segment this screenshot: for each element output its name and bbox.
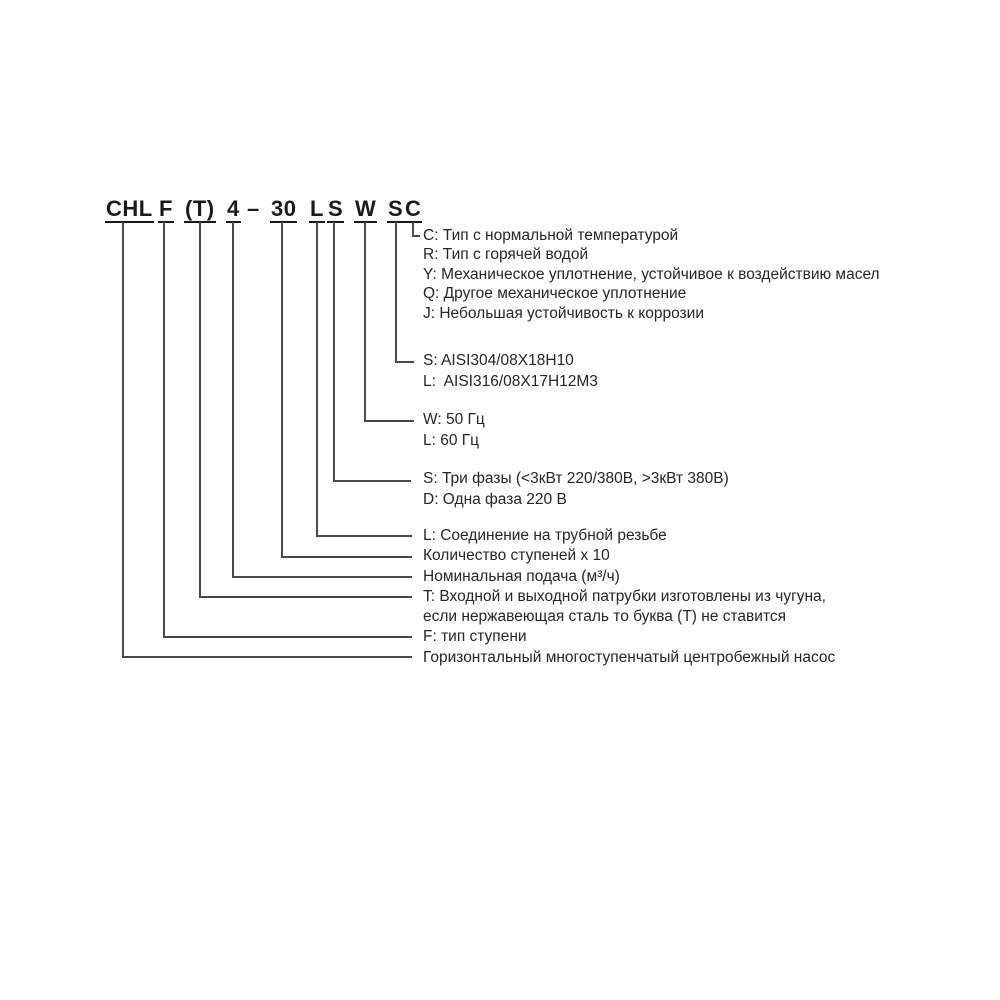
legend-pump-type: Горизонтальный многоступенчатый центробежный насос (423, 648, 836, 666)
legend-line: L: 60 Гц (423, 432, 480, 449)
code-segment-f: F (159, 196, 173, 221)
connector-s-phase-horizontal (333, 480, 411, 482)
code-segment-l: L (310, 196, 324, 221)
code-segment-c: C (405, 196, 422, 221)
connector-flow-vertical (232, 222, 234, 578)
connector-s-material-vertical (395, 222, 397, 363)
legend-s-phase (423, 468, 729, 510)
legend-stage-count: Количество ступеней x 10 (423, 547, 610, 565)
legend-nominal-flow: Номинальная подача (м³/ч) (423, 567, 620, 585)
legend-line: S: Три фазы (<3кВт 220/380В, >3кВт 380В) (423, 470, 729, 487)
legend-line: Y: Механическое уплотнение, устойчивое к воздействию масел (423, 265, 880, 283)
connector-s-material-horizontal (395, 361, 414, 363)
connector-f-vertical (163, 222, 165, 638)
connector-t-vertical (199, 222, 201, 598)
connector-s-phase-vertical (333, 222, 335, 482)
connector-stages-vertical (281, 222, 283, 558)
connector-c-horizontal (412, 235, 420, 237)
connector-stages-horizontal (281, 556, 412, 558)
legend-line: D: Одна фаза 220 В (423, 491, 567, 508)
connector-w-horizontal (364, 420, 414, 422)
code-segment-dash: – (247, 196, 260, 221)
legend-f-stage: F: тип ступени (423, 628, 527, 646)
connector-chl-horizontal (122, 656, 412, 658)
legend-line: W: 50 Гц (423, 411, 485, 428)
connector-t-horizontal (199, 596, 412, 598)
code-segment-flow: 4 (227, 196, 240, 221)
connector-l-horizontal (316, 535, 412, 537)
legend-t-material-line2: если нержавеющая сталь то буква (Т) не ставится (423, 608, 787, 626)
connector-f-horizontal (163, 636, 412, 638)
legend-line: L: AISI316/08X17H12M3 (423, 373, 598, 390)
code-segment-chl: CHL (106, 196, 153, 221)
connector-flow-horizontal (232, 576, 412, 578)
legend-bottom-stack (423, 526, 835, 668)
code-segment-stages: 30 (271, 196, 297, 221)
legend-c-seal-type (423, 226, 880, 323)
connector-chl-vertical (122, 222, 124, 658)
code-segment-s-phase: S (328, 196, 344, 221)
legend-line: R: Тип с горячей водой (423, 246, 589, 264)
legend-l-connection: L: Соединение на трубной резьбе (423, 527, 667, 544)
connector-l-vertical (316, 222, 318, 537)
code-segment-t: (T) (185, 196, 215, 221)
code-segment-w: W (355, 196, 377, 221)
connector-w-vertical (364, 222, 366, 422)
legend-line: S: AISI304/08X18H10 (423, 352, 574, 369)
legend-s-material (423, 350, 598, 392)
code-segment-s-material: S (388, 196, 404, 221)
legend-t-material-line1: T: Входной и выходной патрубки изготовлены из чугуна, (423, 587, 826, 605)
legend-w-frequency (423, 409, 485, 451)
legend-line: C: Тип с нормальной температурой (423, 227, 679, 244)
legend-line: J: Небольшая устойчивость к коррозии (423, 304, 704, 322)
legend-line: Q: Другое механическое уплотнение (423, 285, 687, 303)
